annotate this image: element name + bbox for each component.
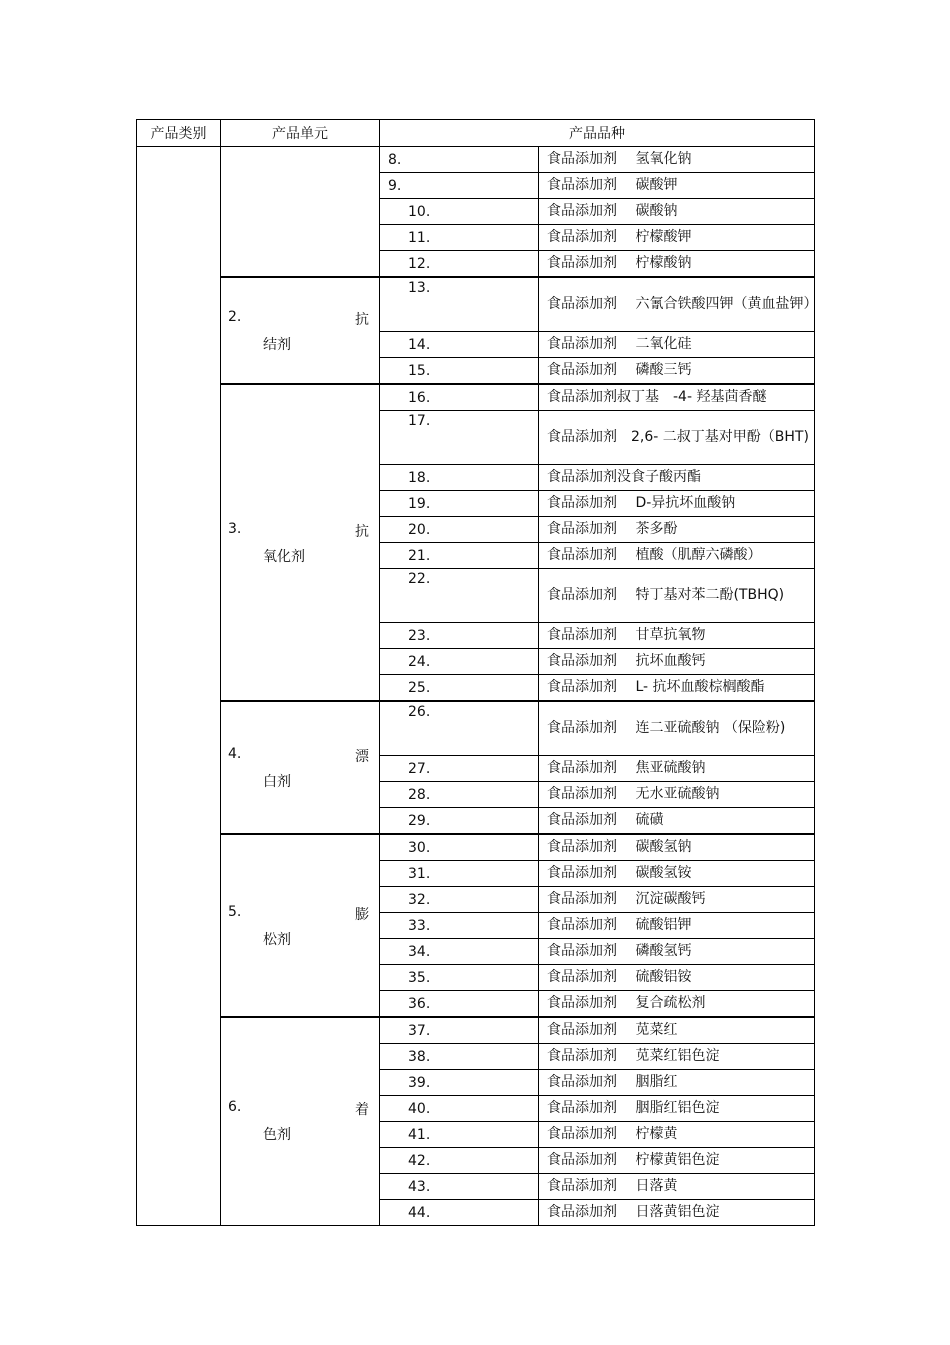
item-name: 食品添加剂 碳酸钠 (539, 199, 815, 225)
item-number: 11. (380, 225, 539, 251)
item-number: 23. (380, 623, 539, 649)
item-number: 34. (380, 939, 539, 965)
unit-cell (221, 1017, 380, 1226)
item-name: 食品添加剂 柠檬酸钾 (539, 225, 815, 251)
unit-cell (221, 384, 380, 701)
item-number: 17. (380, 411, 539, 465)
unit-name-part-2: 氧化剂 (263, 548, 305, 565)
item-name: 食品添加剂 柠檬黄 (539, 1122, 815, 1148)
item-number: 39. (380, 1070, 539, 1096)
unit-name-part-1: 抗 (355, 523, 369, 540)
unit-name-part-1: 膨 (355, 906, 369, 923)
item-number: 19. (380, 491, 539, 517)
item-number: 12. (380, 251, 539, 278)
item-number: 15. (380, 358, 539, 385)
item-number: 18. (380, 465, 539, 491)
item-number: 25. (380, 675, 539, 702)
table-row (137, 384, 815, 411)
table-row (137, 277, 815, 332)
unit-cell (221, 834, 380, 1017)
item-number: 21. (380, 543, 539, 569)
header-variety: 产品品种 (380, 120, 815, 147)
item-name: 食品添加剂 连二亚硫酸钠 （保险粉) (539, 701, 815, 756)
unit-name-part-1: 着 (355, 1102, 369, 1119)
item-number: 27. (380, 756, 539, 782)
unit-cell (221, 277, 380, 384)
item-name: 食品添加剂 碳酸钾 (539, 173, 815, 199)
item-number: 43. (380, 1174, 539, 1200)
item-name: 食品添加剂 硫磺 (539, 808, 815, 835)
item-name: 食品添加剂 日落黄 (539, 1174, 815, 1200)
item-name: 食品添加剂 碳酸氢铵 (539, 861, 815, 887)
item-name: 食品添加剂 胭脂红 (539, 1070, 815, 1096)
table-row (137, 701, 815, 756)
item-number: 26. (380, 701, 539, 756)
item-number: 37. (380, 1017, 539, 1044)
item-name: 食品添加剂 磷酸氢钙 (539, 939, 815, 965)
item-number: 28. (380, 782, 539, 808)
item-number: 32. (380, 887, 539, 913)
unit-number: 2. (228, 308, 242, 325)
item-name: 食品添加剂 硫酸铝钾 (539, 913, 815, 939)
header-unit: 产品单元 (221, 120, 380, 147)
item-number: 44. (380, 1200, 539, 1226)
table-body (137, 147, 818, 1226)
item-number: 31. (380, 861, 539, 887)
table-row (137, 1017, 815, 1044)
category-cell (137, 147, 221, 1226)
item-name: 食品添加剂 氢氧化钠 (539, 147, 815, 173)
item-name: 食品添加剂 复合疏松剂 (539, 991, 815, 1018)
unit-name-part-2: 结剂 (263, 336, 291, 353)
item-name: 食品添加剂 碳酸氢钠 (539, 834, 815, 861)
item-name: 食品添加剂 抗坏血酸钙 (539, 649, 815, 675)
item-name: 食品添加剂 日落黄铝色淀 (539, 1200, 815, 1226)
item-name: 食品添加剂 茶多酚 (539, 517, 815, 543)
table-row (137, 147, 815, 173)
item-number: 14. (380, 332, 539, 358)
item-name: 食品添加剂 2,6- 二叔丁基对甲酚（BHT) (539, 411, 815, 465)
header-category: 产品类别 (137, 120, 221, 147)
unit-cell (221, 147, 380, 278)
item-name: 食品添加剂 植酸（肌醇六磷酸） (539, 543, 815, 569)
unit-number: 5. (228, 903, 242, 920)
item-name: 食品添加剂 六氰合铁酸四钾（黄血盐钾） (539, 277, 815, 332)
item-name: 食品添加剂 柠檬黄铝色淀 (539, 1148, 815, 1174)
item-number: 41. (380, 1122, 539, 1148)
product-table (136, 119, 818, 1226)
item-name: 食品添加剂 胭脂红铝色淀 (539, 1096, 815, 1122)
unit-name-part-1: 抗 (355, 311, 369, 328)
item-name: 食品添加剂 苋菜红 (539, 1017, 815, 1044)
item-name: 食品添加剂 甘草抗氧物 (539, 623, 815, 649)
item-number: 36. (380, 991, 539, 1018)
item-number: 33. (380, 913, 539, 939)
header-row (137, 120, 815, 147)
item-name: 食品添加剂 磷酸三钙 (539, 358, 815, 385)
unit-number: 6. (228, 1099, 242, 1116)
item-name: 食品添加剂 焦亚硫酸钠 (539, 756, 815, 782)
unit-number: 4. (228, 745, 242, 762)
unit-name-part-2: 白剂 (263, 773, 291, 790)
item-name: 食品添加剂 苋菜红铝色淀 (539, 1044, 815, 1070)
unit-name-part-2: 色剂 (263, 1127, 291, 1144)
item-number: 9. (380, 173, 539, 199)
table-row (137, 834, 815, 861)
item-number: 30. (380, 834, 539, 861)
item-number: 8. (380, 147, 539, 173)
item-name: 食品添加剂 L- 抗坏血酸棕榈酸酯 (539, 675, 815, 702)
item-number: 38. (380, 1044, 539, 1070)
item-name: 食品添加剂 柠檬酸钠 (539, 251, 815, 278)
item-number: 29. (380, 808, 539, 835)
unit-name-part-1: 漂 (355, 748, 369, 765)
item-number: 13. (380, 277, 539, 332)
item-number: 10. (380, 199, 539, 225)
item-name: 食品添加剂 硫酸铝铵 (539, 965, 815, 991)
item-name: 食品添加剂 二氧化硅 (539, 332, 815, 358)
item-name: 食品添加剂 D-异抗坏血酸钠 (539, 491, 815, 517)
item-name: 食品添加剂叔丁基 -4- 羟基茴香醚 (539, 384, 815, 411)
item-number: 24. (380, 649, 539, 675)
item-name: 食品添加剂没食子酸丙酯 (539, 465, 815, 491)
item-name: 食品添加剂 沉淀碳酸钙 (539, 887, 815, 913)
item-number: 20. (380, 517, 539, 543)
item-number: 40. (380, 1096, 539, 1122)
unit-name-part-2: 松剂 (263, 931, 291, 948)
item-name: 食品添加剂 无水亚硫酸钠 (539, 782, 815, 808)
item-number: 16. (380, 384, 539, 411)
item-name: 食品添加剂 特丁基对苯二酚(TBHQ) (539, 569, 815, 623)
item-number: 22. (380, 569, 539, 623)
item-number: 35. (380, 965, 539, 991)
unit-cell (221, 701, 380, 834)
item-number: 42. (380, 1148, 539, 1174)
unit-number: 3. (228, 520, 242, 537)
